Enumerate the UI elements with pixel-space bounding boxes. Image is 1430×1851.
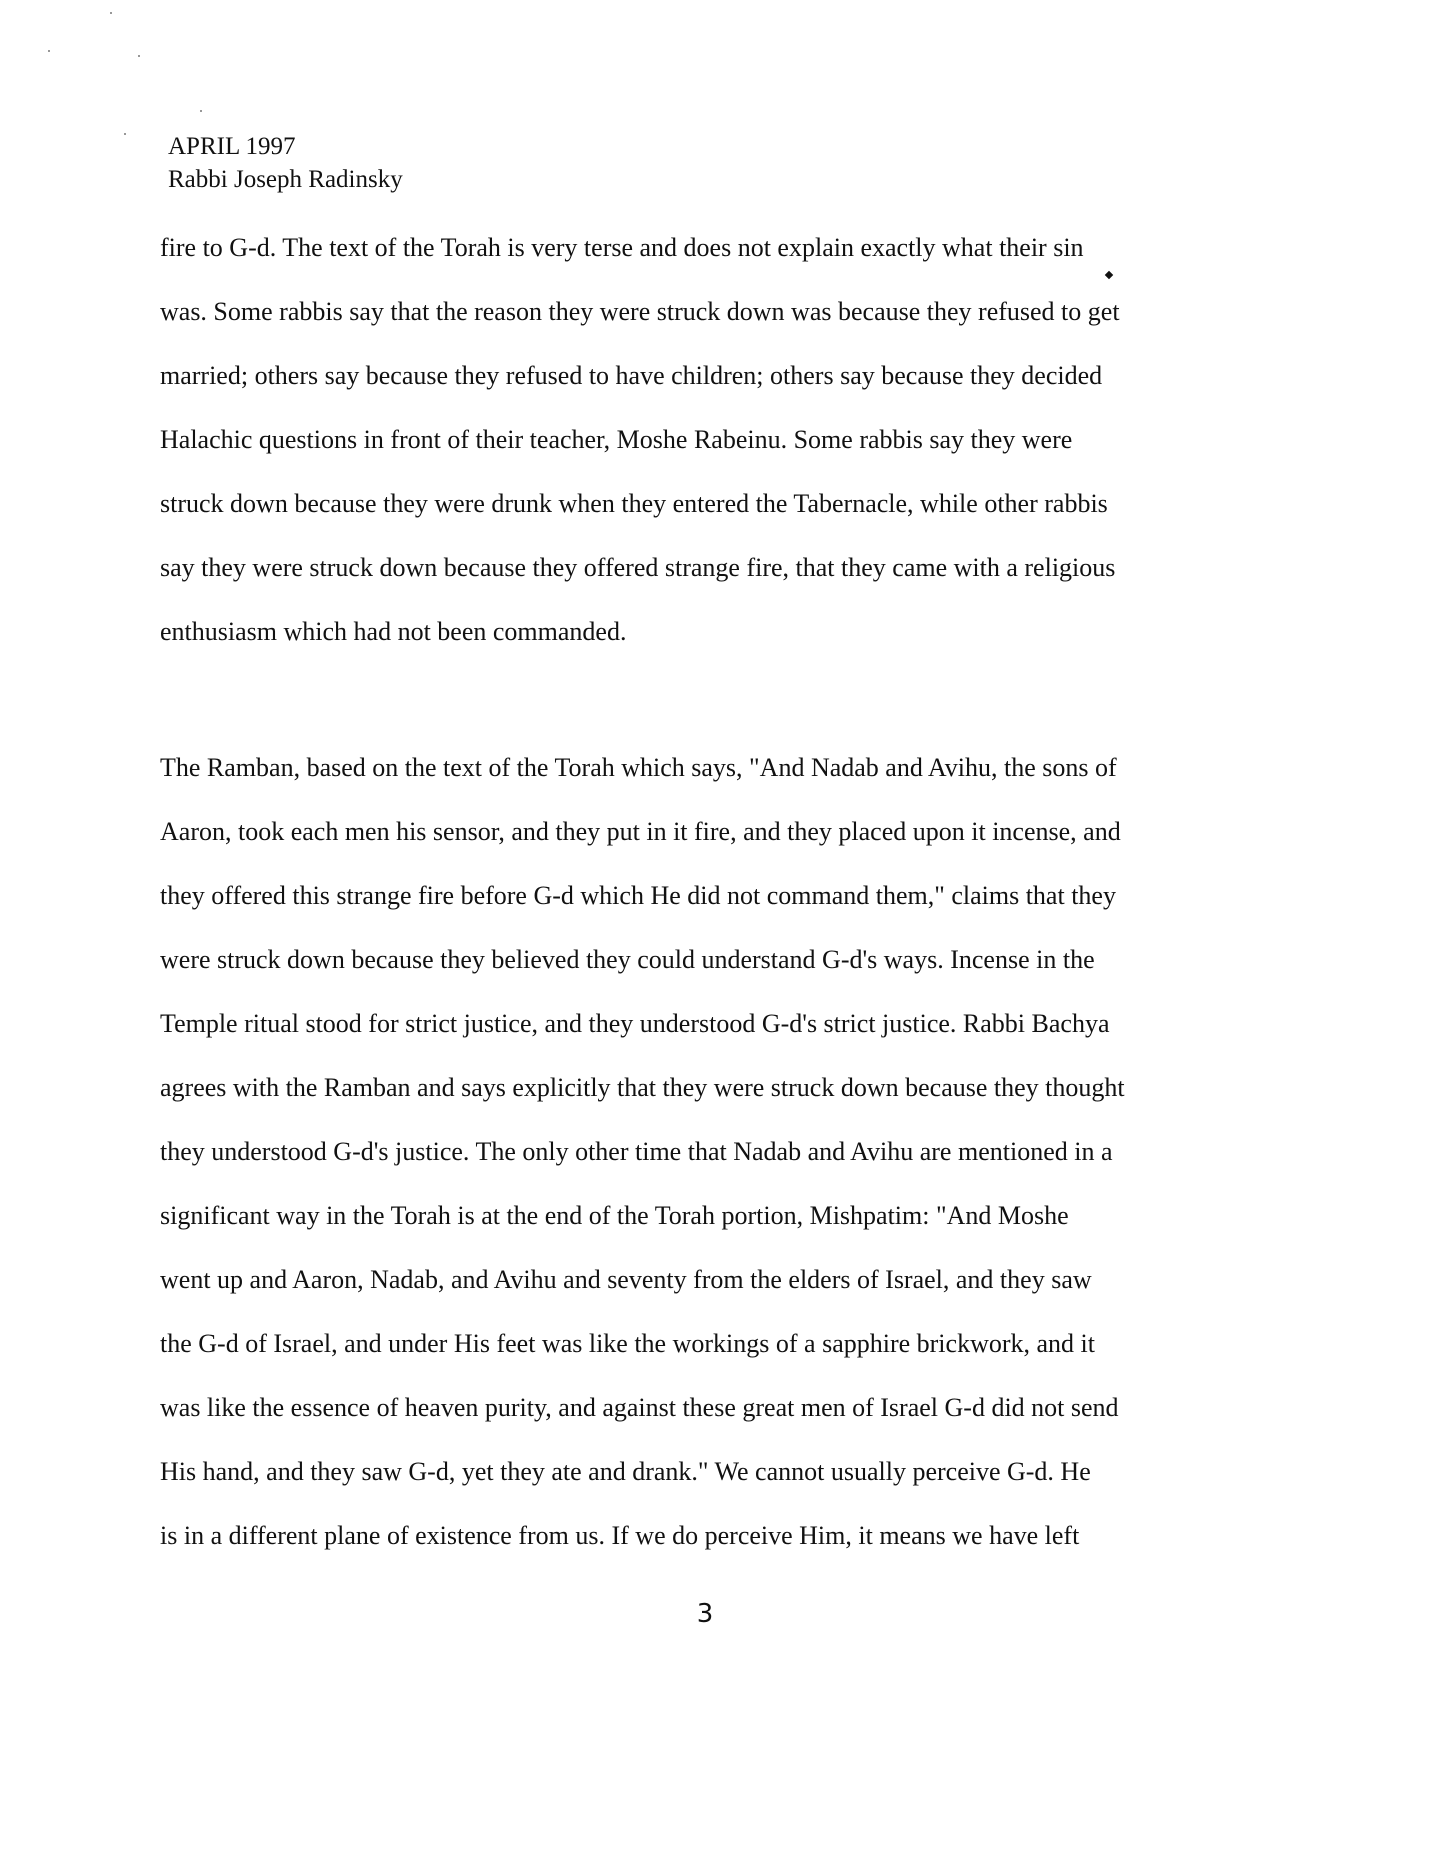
- scan-speck: [110, 12, 112, 14]
- text-line: Aaron, took each men his sensor, and they put in it fire, and they placed upon it incense, and: [160, 817, 1121, 846]
- text-line: was like the essence of heaven purity, and against these great men of Israel G-d did not send: [160, 1393, 1119, 1422]
- text-line: agrees with the Ramban and says explicitly that they were struck down because they thought: [160, 1073, 1125, 1102]
- text-line: is in a different plane of existence from us. If we do perceive Him, it means we have left: [160, 1521, 1080, 1550]
- scan-speck: [48, 50, 50, 52]
- page-number: 3: [696, 1599, 714, 1629]
- text-line: they offered this strange fire before G-d which He did not command them," claims that they: [160, 881, 1116, 910]
- scan-speck: [138, 55, 140, 57]
- text-line: they understood G-d's justice. The only other time that Nadab and Avihu are mentioned in a: [160, 1137, 1113, 1166]
- text-line: married; others say because they refused to have children; others say because they decided: [160, 361, 1103, 390]
- text-line: Temple ritual stood for strict justice, and they understood G-d's strict justice. Rabbi Bachya: [160, 1009, 1110, 1038]
- text-line: was. Some rabbis say that the reason they were struck down was because they refused to get: [160, 297, 1120, 326]
- text-line: were struck down because they believed they could understand G-d's ways. Incense in the: [160, 945, 1095, 974]
- header-author: Rabbi Joseph Radinsky: [168, 166, 403, 193]
- text-line: say they were struck down because they offered strange fire, that they came with a religious: [160, 553, 1116, 582]
- text-line: The Ramban, based on the text of the Torah which says, "And Nadab and Avihu, the sons of: [160, 753, 1117, 782]
- text-line: enthusiasm which had not been commanded.: [160, 617, 627, 646]
- document-header: [168, 130, 403, 196]
- scan-speck: [124, 133, 126, 135]
- text-line: struck down because they were drunk when they entered the Tabernacle, while other rabbis: [160, 489, 1108, 518]
- text-line: His hand, and they saw G-d, yet they ate and drank." We cannot usually perceive G-d. He: [160, 1457, 1091, 1486]
- text-line: Halachic questions in front of their teacher, Moshe Rabeinu. Some rabbis say they were: [160, 425, 1073, 454]
- text-line: the G-d of Israel, and under His feet was like the workings of a sapphire brickwork, and it: [160, 1329, 1095, 1358]
- header-date: APRIL 1997: [168, 133, 296, 160]
- text-line: went up and Aaron, Nadab, and Avihu and seventy from the elders of Israel, and they saw: [160, 1265, 1092, 1294]
- text-line: fire to G-d. The text of the Torah is very terse and does not explain exactly what their sin: [160, 233, 1084, 262]
- insertion-mark: [1105, 271, 1113, 279]
- text-line: significant way in the Torah is at the end of the Torah portion, Mishpatim: "And Moshe: [160, 1201, 1069, 1230]
- scan-speck: [200, 110, 202, 112]
